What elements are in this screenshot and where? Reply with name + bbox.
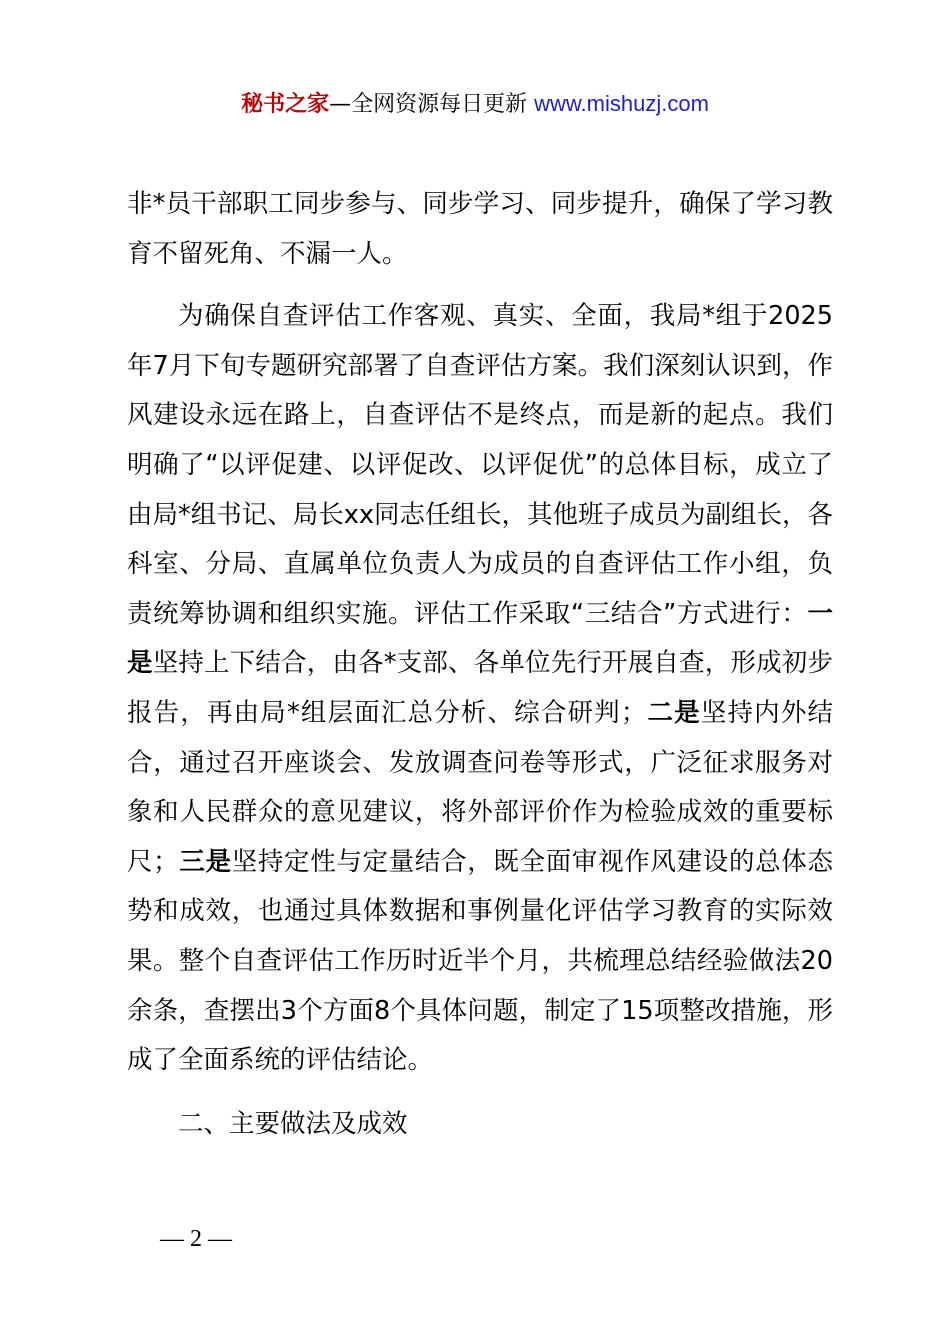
header-tagline: —全网资源每日更新 [329, 92, 535, 117]
site-header [0, 86, 950, 123]
document-body [127, 180, 833, 1149]
point-one-text: 坚持上下结合，由各*支部、各单位先行开展自查，形成初步报告，再由局*组层面汇总分析、综合研判； [127, 648, 833, 728]
paragraph-text: 为确保自查评估工作客观、真实、全面，我局*组于2025年7月下旬专题研究部署了自查评估方案。我们深刻认识到，作风建设永远在路上，自查评估不是终点，而是新的起点。我们明确了“以评促建、以评促改、以评促优”的总体目标，成立了由局*组书记、局长xx同志任组长，其他班子成员为副组长，各科室、分局、直属单位负责人为成员的自查评估工作小组，负责统筹协调和组织实施。评估工作采取“三结合”方式进行： [127, 301, 833, 629]
brand-name: 秘书之家 [241, 92, 330, 117]
point-two-text: 坚持内外结合，通过召开座谈会、发放调查问卷等形式，广泛征求服务对象和人民群众的意见建议，将外部评价作为检验成效的重要标尺； [127, 697, 833, 877]
point-three-text: 坚持定性与定量结合，既全面审视作风建设的总体态势和成效，也通过具体数据和事例量化评估学习教育的实际效果。整个自查评估工作历时近半个月，共梳理总结经验做法20余条，查摆出3个方面8个具体问题，制定了15项整改措施，形成了全面系统的评估结论。 [127, 846, 833, 1076]
paragraph-continuation: 非*员干部职工同步参与、同步学习、同步提升，确保了学习教育不留死角、不漏一人。 [127, 189, 833, 269]
paragraph-self-assessment [127, 292, 833, 1086]
page-number: — 2 — [160, 1226, 232, 1252]
point-three-label: 三是 [178, 846, 232, 877]
point-two-label: 二是 [646, 697, 701, 728]
point-one-label: 一是 [127, 598, 833, 679]
section-heading: 二、主要做法及成效 [178, 1108, 408, 1139]
site-url-link[interactable]: www.mishuzj.com [534, 91, 709, 116]
